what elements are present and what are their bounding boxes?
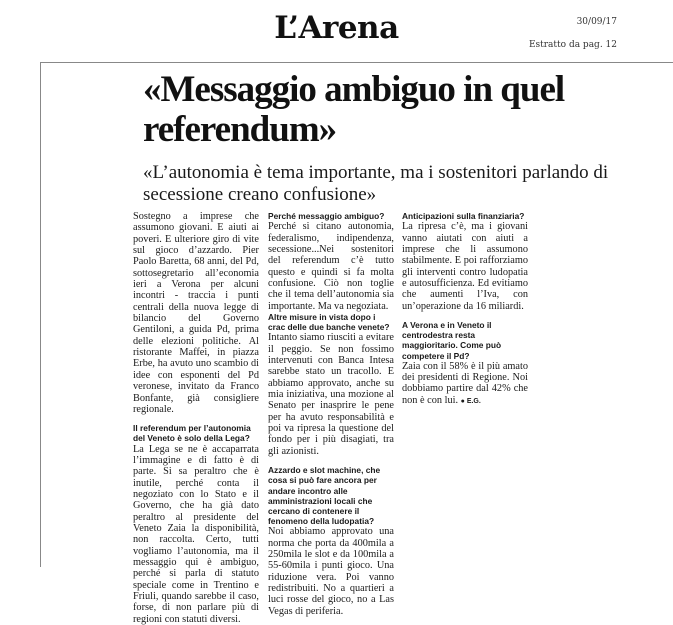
- article-column-1: [133, 211, 259, 625]
- interview-question: A Verona e in Veneto il centrodestra resta maggioritario. Come può competere il Pd?: [402, 319, 502, 361]
- newspaper-masthead: L’Arena: [274, 10, 399, 46]
- interview-answer: [402, 361, 528, 406]
- article-subhead: «L’autonomia è tema importante, ma i sostenitori parlando di secessione creano confusione»: [143, 162, 609, 205]
- article-column-2: [268, 211, 394, 617]
- interview-question: Anticipazioni sulla finanziaria?: [402, 211, 525, 221]
- page-extract-note: Estratto da pag. 12: [528, 40, 617, 50]
- answer-text: Zaia con il 58% è il più amato dei presidenti di Regione. Noi dobbiamo partire dal 42% che non è con lui.: [402, 360, 528, 406]
- interview-answer: Intanto siamo riusciti a evitare il peggio. Se non fossimo intervenuti con Banca Intesa sarebbe stato un tracollo. E abbiamo approvato, anche su mia iniziativa, una mozione al Senato per inasprire le pene per ha avuto responsabilità e poi va ripresa la questione del fondo per i più disagiati, tra gli azionisti.: [268, 332, 394, 457]
- interview-answer: Noi abbiamo approvato una norma che porta da 400mila a 250mila le slot e da 100mila a 55-60mila i punti gioco. Una riduzione vera. Poi vanno redistribuiti. No a quartieri a luci rosse del gioco, no a Las Vegas di periferia.: [268, 526, 394, 617]
- interview-answer: Perché si citano autonomia, federalismo, indipendenza, secessione...Nei sostenitori del referendum c’è tutto questo e quindi si fa molta confusione. Ciò non toglie che il tema dell’autonomia sia importante. Ma va negoziata.: [268, 221, 394, 312]
- article-intro: Sostegno a imprese che assumono giovani. E aiuti ai poveri. E ulteriore giro di vite sul gioco d’azzardo. Pier Paolo Baretta, 68 anni, del Pd, sottosegretario all’economia ieri a Verona per alcuni incontri - traccia i punti centrali della nuova legge di bilancio del Governo Gentiloni, a guida Pd, prima delle elezioni politiche. Al ristorante Maffei, in piazza Erbe, ha avuto uno scambio di idee con esponenti del Pd veronese, invitato da Franco Bonfante, già consigliere regionale.: [133, 211, 259, 415]
- interview-question: Il referendum per l’autonomia del Veneto è solo della Lega?: [133, 423, 251, 444]
- article-column-3: [402, 211, 528, 406]
- interview-answer: La Lega se ne è accaparrata l’immagine e di fatto è di parte. Si sa peraltro che è inutile, perché conta il negoziato con lo Stato e il Governo, che ha già dato peraltro al presidente del Veneto Zaia la disponibilità, non raccolta. Certo, tutti vogliamo l’autonomia, ma il messaggio qui è ambiguo, perché si parla di statuto speciale come in Trentino e Friuli, quando sarebbe il caso, forse, di non parlare più di regioni con statuti diversi.: [133, 443, 259, 625]
- edition-date: 30/09/17: [576, 17, 617, 27]
- interview-question: Altre misure in vista dopo i crac delle due banche venete?: [268, 311, 390, 333]
- interview-question: Azzardo e slot machine, che cosa si può fare ancora per andare incontro alle amministrazioni locali che cercano di contenere il fenomeno della ludopatia?: [268, 465, 381, 527]
- article-headline: «Messaggio ambiguo in quel referendum»: [143, 69, 565, 150]
- interview-question: Perché messaggio ambiguo?: [268, 211, 385, 221]
- author-signature: ● E.G.: [460, 397, 481, 405]
- interview-answer: La ripresa c’è, ma i giovani vanno aiutati con aiuti a imprese che li assumono stabilmente. E poi rafforziamo gli interventi contro ludopatia e autosufficienza. Ed evitiamo che aumenti l’Iva, con un’operazione da 16 miliardi.: [402, 221, 528, 312]
